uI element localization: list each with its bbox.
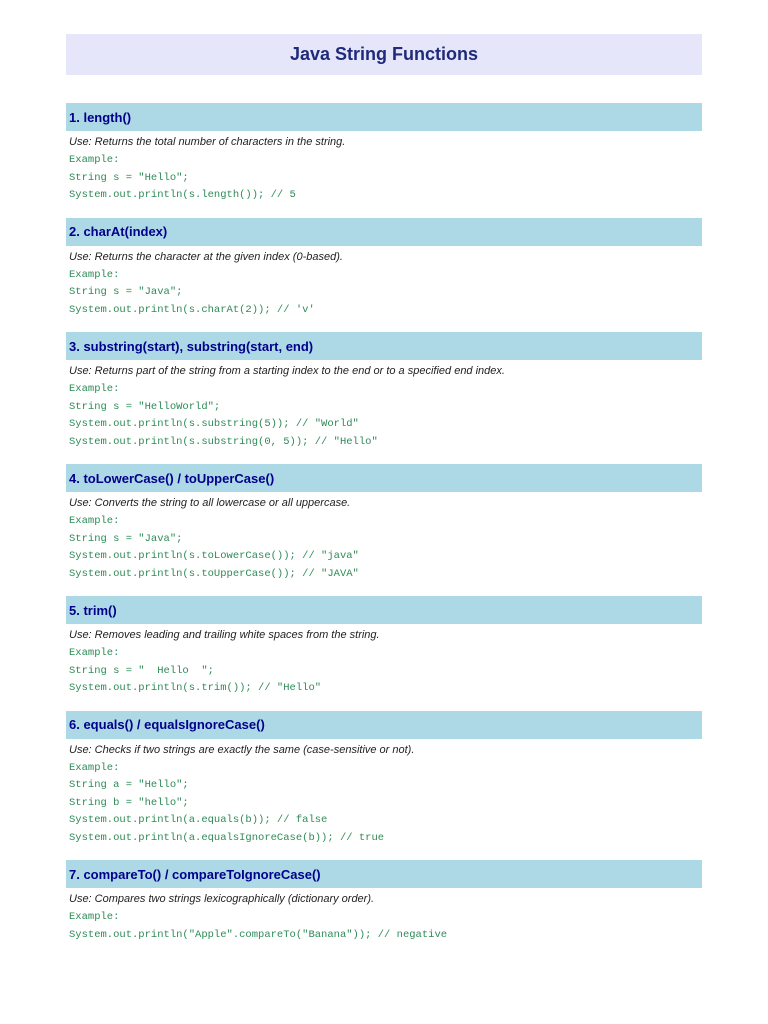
section-header	[66, 596, 702, 624]
code-example	[69, 909, 702, 944]
section	[66, 464, 702, 583]
section-use-description: Use: Converts the string to all lowercase or all uppercase.	[69, 497, 351, 509]
section-heading: 4. toLowerCase() / toUpperCase()	[69, 470, 275, 486]
code-line: Example:	[69, 383, 120, 395]
code-line: System.out.println(s.toLowerCase()); // "java"	[69, 550, 359, 562]
code-line: Example:	[69, 515, 120, 527]
code-line: String s = " Hello ";	[69, 664, 214, 677]
section	[66, 711, 702, 848]
section-use-description: Use: Returns the total number of characters in the string.	[69, 136, 346, 148]
code-line: Example:	[69, 268, 120, 281]
code-line: System.out.println(s.trim()); // "Hello"	[69, 682, 322, 694]
section-header	[66, 332, 702, 360]
code-line: System.out.println(a.equals(b)); // false	[69, 814, 328, 826]
section-header	[66, 218, 702, 246]
code-line: String b = "hello";	[69, 796, 189, 809]
code-line: System.out.println(s.substring(5)); // "World"	[69, 418, 359, 430]
code-line: System.out.println(s.substring(0, 5)); // "Hello"	[69, 435, 378, 448]
page-title: Java String Functions	[289, 44, 479, 64]
code-line: String s = "Hello";	[69, 171, 189, 184]
code-line: Example:	[69, 154, 120, 166]
section-use-description: Use: Returns part of the string from a starting index to the end or to a specified end index.	[69, 365, 505, 377]
code-line: String a = "Hello";	[69, 779, 189, 791]
code-example	[69, 267, 702, 320]
code-example	[69, 152, 702, 205]
section-use-description: Use: Compares two strings lexicographically (dictionary order).	[69, 893, 375, 905]
section-heading: 5. trim()	[69, 602, 117, 618]
section	[66, 103, 702, 205]
section-use-description: Use: Removes leading and trailing white spaces from the string.	[69, 629, 380, 641]
section	[66, 596, 702, 698]
code-line: System.out.println(s.length()); // 5	[69, 189, 296, 201]
section-header	[66, 103, 702, 131]
section-heading: 3. substring(start), substring(start, end)	[69, 338, 314, 354]
title-bar	[66, 34, 702, 75]
section-header	[66, 860, 702, 888]
section-heading: 2. charAt(index)	[69, 224, 168, 239]
section	[66, 860, 702, 944]
code-line: Example:	[69, 761, 120, 774]
code-line: System.out.println(a.equalsIgnoreCase(b)); // true	[69, 831, 385, 844]
section	[66, 218, 702, 320]
section-header	[66, 464, 702, 492]
code-line: Example:	[69, 911, 120, 923]
code-line: String s = "HelloWorld";	[69, 400, 221, 413]
code-example	[69, 760, 702, 848]
section	[66, 332, 702, 451]
code-line: String s = "Java";	[69, 286, 183, 298]
section-header	[66, 711, 702, 739]
section-heading: 6. equals() / equalsIgnoreCase()	[69, 717, 265, 732]
code-line: System.out.println(s.charAt(2)); // 'v'	[69, 303, 315, 316]
code-line: Example:	[69, 647, 120, 659]
code-example	[69, 645, 702, 698]
section-heading: 7. compareTo() / compareToIgnoreCase()	[69, 866, 321, 882]
code-example	[69, 381, 702, 451]
section-use-description: Use: Checks if two strings are exactly the same (case-sensitive or not).	[69, 743, 415, 756]
section-use-description: Use: Returns the character at the given index (0-based).	[69, 250, 343, 263]
code-line: System.out.println(s.toUpperCase()); // "JAVA"	[69, 567, 359, 580]
code-line: String s = "Java";	[69, 532, 183, 545]
code-example	[69, 513, 702, 583]
document-page	[66, 34, 702, 957]
section-heading: 1. length()	[69, 109, 132, 125]
code-line: System.out.println("Apple".compareTo("Banana")); // negative	[69, 928, 448, 941]
sections-list	[66, 103, 702, 944]
